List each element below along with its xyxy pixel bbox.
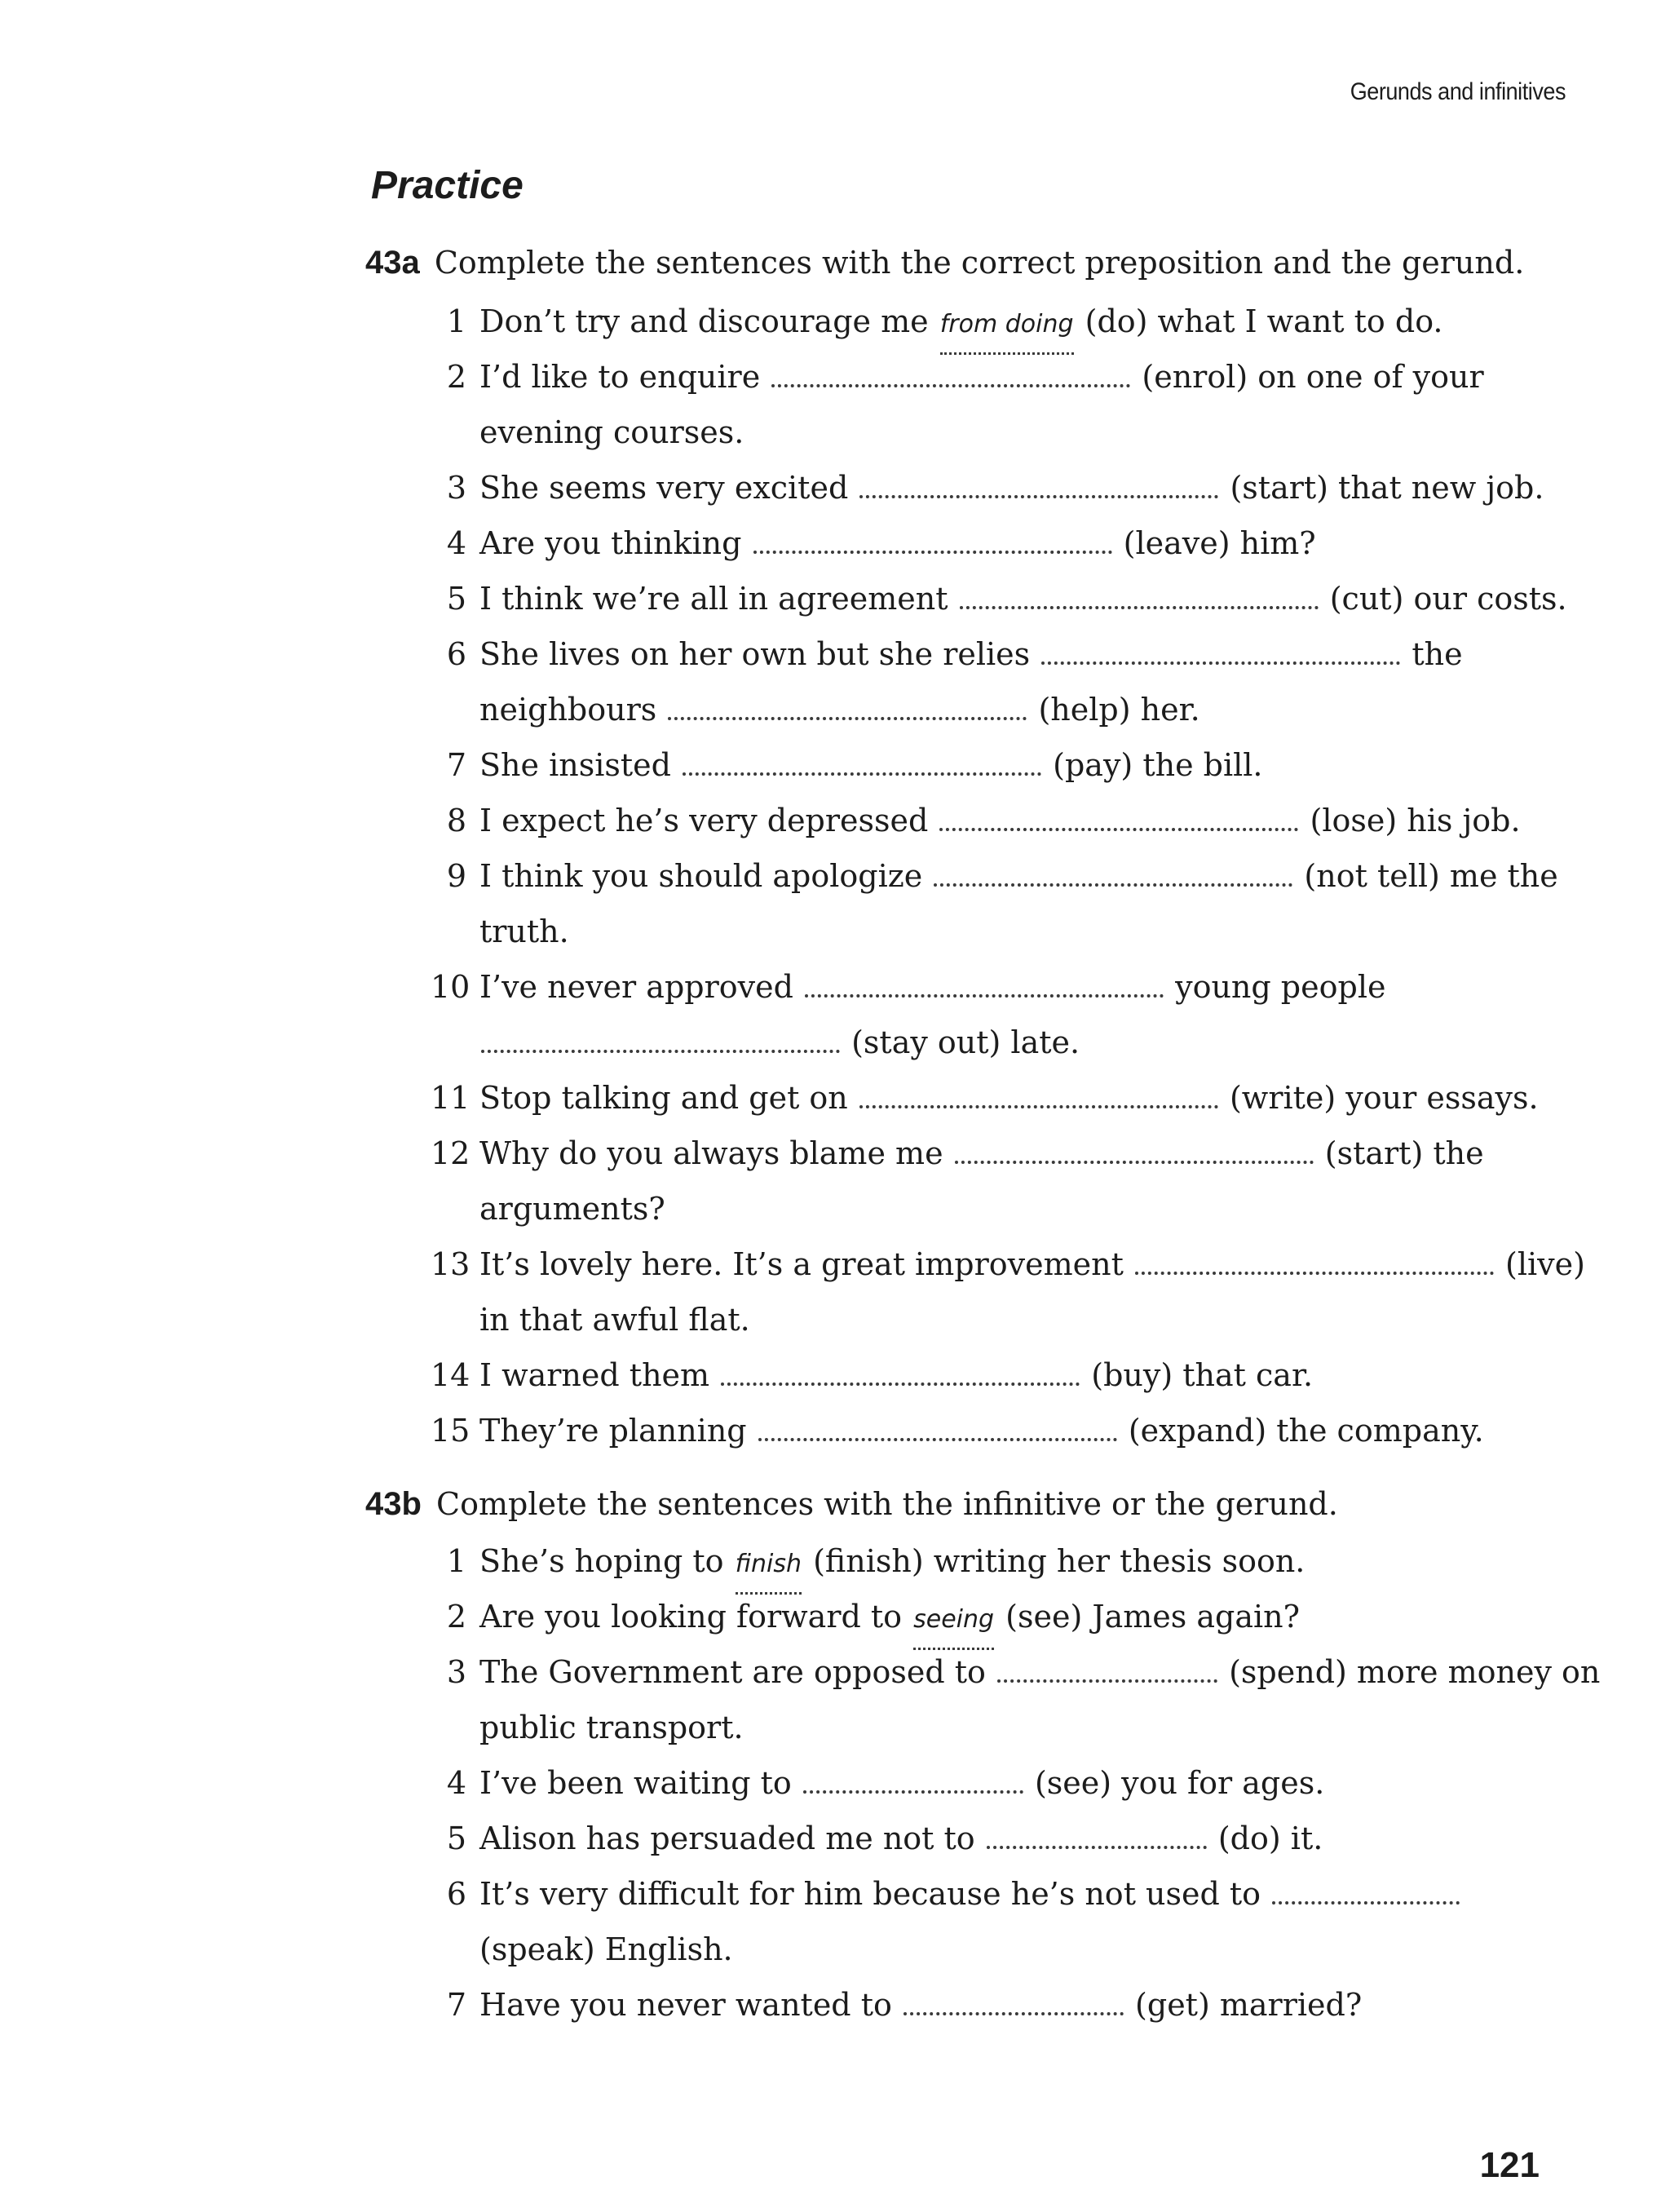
exercise-code: 43a bbox=[365, 245, 420, 281]
answer-blank[interactable] bbox=[805, 984, 1164, 998]
item-line-continued bbox=[479, 1015, 1080, 1070]
text-after: (enrol) on one of your bbox=[1142, 359, 1484, 395]
item-line-continued bbox=[479, 1700, 744, 1755]
item-line bbox=[479, 571, 1567, 626]
text-after: (lose) his job. bbox=[1310, 803, 1521, 838]
text-before: I warned them bbox=[479, 1357, 710, 1393]
item-number: 5 bbox=[446, 581, 466, 617]
item-line bbox=[479, 1977, 1362, 2033]
text-after: (buy) that car. bbox=[1091, 1357, 1314, 1393]
text-before: I’d like to enquire bbox=[479, 359, 761, 395]
text-before: in that awful flat. bbox=[479, 1302, 750, 1338]
item-line-continued bbox=[479, 405, 744, 460]
answer-blank[interactable] bbox=[940, 294, 1074, 355]
item-line bbox=[479, 793, 1521, 848]
exercise-43b-header bbox=[365, 1486, 1338, 1523]
answer-blank[interactable] bbox=[736, 1533, 802, 1595]
handwritten-answer: seeing bbox=[913, 1605, 995, 1634]
item-line bbox=[479, 1589, 1300, 1650]
text-after: (see) James again? bbox=[1005, 1599, 1301, 1635]
text-before: Stop talking and get on bbox=[479, 1080, 848, 1116]
item-line-continued bbox=[479, 682, 1200, 737]
item-line bbox=[479, 1126, 1484, 1181]
item-line-continued bbox=[479, 1181, 665, 1237]
answer-blank[interactable] bbox=[997, 1669, 1217, 1683]
item-line bbox=[479, 1403, 1484, 1458]
item-line bbox=[479, 349, 1484, 405]
text-after: (cut) our costs. bbox=[1329, 581, 1567, 617]
answer-blank[interactable] bbox=[859, 1095, 1218, 1108]
handwritten-answer: from doing bbox=[939, 310, 1074, 338]
text-before: I expect he’s very depressed bbox=[479, 803, 929, 838]
item-line bbox=[479, 1070, 1539, 1126]
text-after: (finish) writing her thesis soon. bbox=[813, 1543, 1306, 1579]
text-after: (do) it. bbox=[1217, 1820, 1323, 1856]
item-line bbox=[479, 959, 1385, 1015]
item-line bbox=[479, 1755, 1324, 1811]
answer-blank[interactable] bbox=[753, 540, 1112, 554]
text-after: (leave) him? bbox=[1123, 525, 1316, 561]
item-number: 12 bbox=[431, 1135, 471, 1171]
item-line bbox=[479, 1644, 1600, 1700]
answer-blank[interactable] bbox=[859, 484, 1218, 498]
running-head: Gerunds and infinitives bbox=[1350, 78, 1566, 105]
text-after: (expand) the company. bbox=[1128, 1413, 1484, 1449]
answer-blank[interactable] bbox=[771, 374, 1130, 387]
item-number: 2 bbox=[446, 1599, 466, 1635]
text-before: evening courses. bbox=[479, 414, 744, 450]
item-number: 1 bbox=[446, 1543, 466, 1579]
text-after: (live) bbox=[1505, 1246, 1585, 1282]
item-number: 4 bbox=[446, 525, 466, 561]
answer-blank[interactable] bbox=[758, 1427, 1117, 1441]
page-number: 121 bbox=[1479, 2145, 1540, 2185]
text-after: the bbox=[1412, 636, 1463, 672]
text-before: I’ve never approved bbox=[479, 969, 793, 1005]
item-number: 6 bbox=[446, 1876, 466, 1912]
item-line-continued bbox=[479, 1292, 750, 1347]
answer-blank[interactable] bbox=[960, 595, 1319, 609]
text-after: (start) the bbox=[1324, 1135, 1484, 1171]
item-number: 13 bbox=[431, 1246, 471, 1282]
item-number: 14 bbox=[431, 1357, 471, 1393]
item-line bbox=[479, 515, 1316, 571]
item-number: 3 bbox=[446, 1654, 466, 1690]
exercise-43a-header bbox=[365, 245, 1524, 281]
item-number: 11 bbox=[431, 1080, 471, 1116]
text-after: (help) her. bbox=[1038, 692, 1200, 728]
answer-blank[interactable] bbox=[987, 1835, 1207, 1849]
text-before: Don’t try and discourage me bbox=[479, 303, 929, 339]
text-before: (speak) English. bbox=[479, 1931, 733, 1967]
answer-blank[interactable] bbox=[1272, 1891, 1460, 1905]
exercise-instruction: Complete the sentences with the infinitive or the gerund. bbox=[436, 1486, 1338, 1522]
text-before: public transport. bbox=[479, 1710, 744, 1745]
text-after: (write) your essays. bbox=[1229, 1080, 1539, 1116]
text-before: Have you never wanted to bbox=[479, 1987, 892, 2023]
text-after: (start) that new job. bbox=[1230, 470, 1544, 506]
item-number: 2 bbox=[446, 359, 466, 395]
item-number: 3 bbox=[446, 470, 466, 506]
answer-blank[interactable] bbox=[803, 1780, 1023, 1794]
answer-blank[interactable] bbox=[939, 817, 1298, 831]
text-after: young people bbox=[1175, 969, 1386, 1005]
item-line bbox=[479, 460, 1544, 515]
item-number: 9 bbox=[446, 858, 466, 894]
text-before: She’s hoping to bbox=[479, 1543, 724, 1579]
item-line bbox=[479, 1237, 1585, 1292]
item-line bbox=[479, 1347, 1313, 1403]
answer-blank[interactable] bbox=[668, 706, 1027, 720]
item-number: 5 bbox=[446, 1820, 466, 1856]
item-line-continued bbox=[479, 904, 569, 959]
text-before: They’re planning bbox=[479, 1413, 747, 1449]
item-number: 7 bbox=[446, 747, 466, 783]
text-after: (do) what I want to do. bbox=[1085, 303, 1443, 339]
answer-blank[interactable] bbox=[903, 2002, 1124, 2015]
exercise-instruction: Complete the sentences with the correct preposition and the gerund. bbox=[434, 245, 1525, 281]
item-number: 7 bbox=[446, 1987, 466, 2023]
text-before: She insisted bbox=[479, 747, 671, 783]
text-after: (pay) the bill. bbox=[1053, 747, 1263, 783]
answer-blank[interactable] bbox=[1041, 651, 1400, 665]
text-before: It’s very difficult for him because he’s not used to bbox=[479, 1876, 1261, 1912]
text-before: Are you looking forward to bbox=[479, 1599, 903, 1635]
item-number: 1 bbox=[446, 303, 466, 339]
page-heading: Practice bbox=[371, 164, 524, 207]
answer-blank[interactable] bbox=[913, 1589, 994, 1650]
text-before: arguments? bbox=[479, 1191, 665, 1227]
text-before: The Government are opposed to bbox=[479, 1654, 986, 1690]
answer-blank[interactable] bbox=[1135, 1261, 1494, 1275]
text-before: She seems very excited bbox=[479, 470, 849, 506]
text-after: (stay out) late. bbox=[851, 1024, 1080, 1060]
item-line bbox=[479, 1533, 1305, 1595]
item-line-continued bbox=[479, 1922, 733, 1977]
item-number: 15 bbox=[431, 1413, 471, 1449]
text-before: She lives on her own but she relies bbox=[479, 636, 1031, 672]
text-before: neighbours bbox=[479, 692, 657, 728]
item-number: 10 bbox=[431, 969, 471, 1005]
answer-blank[interactable] bbox=[721, 1372, 1080, 1386]
item-line bbox=[479, 294, 1443, 355]
item-line bbox=[479, 626, 1463, 682]
item-line bbox=[479, 848, 1558, 904]
item-number: 8 bbox=[446, 803, 466, 838]
text-before: Are you thinking bbox=[479, 525, 742, 561]
item-number: 6 bbox=[446, 636, 466, 672]
text-before: I think we’re all in agreement bbox=[479, 581, 948, 617]
text-before: Why do you always blame me bbox=[479, 1135, 943, 1171]
item-line bbox=[479, 737, 1263, 793]
text-before: truth. bbox=[479, 914, 569, 949]
exercise-code: 43b bbox=[365, 1486, 422, 1522]
text-before: It’s lovely here. It’s a great improvement bbox=[479, 1246, 1124, 1282]
text-after: (see) you for ages. bbox=[1034, 1765, 1325, 1801]
text-after: (spend) more money on bbox=[1229, 1654, 1601, 1690]
handwritten-answer: finish bbox=[735, 1550, 802, 1578]
item-line bbox=[479, 1811, 1323, 1866]
answer-blank[interactable] bbox=[481, 1039, 840, 1053]
text-after: (get) married? bbox=[1135, 1987, 1363, 2023]
text-after: (not tell) me the bbox=[1304, 858, 1558, 894]
answer-blank[interactable] bbox=[934, 873, 1292, 887]
text-before: Alison has persuaded me not to bbox=[479, 1820, 975, 1856]
item-line bbox=[479, 1866, 1461, 1922]
answer-blank[interactable] bbox=[683, 762, 1041, 776]
item-number: 4 bbox=[446, 1765, 466, 1801]
text-before: I think you should apologize bbox=[479, 858, 923, 894]
answer-blank[interactable] bbox=[955, 1150, 1314, 1164]
text-before: I’ve been waiting to bbox=[479, 1765, 792, 1801]
